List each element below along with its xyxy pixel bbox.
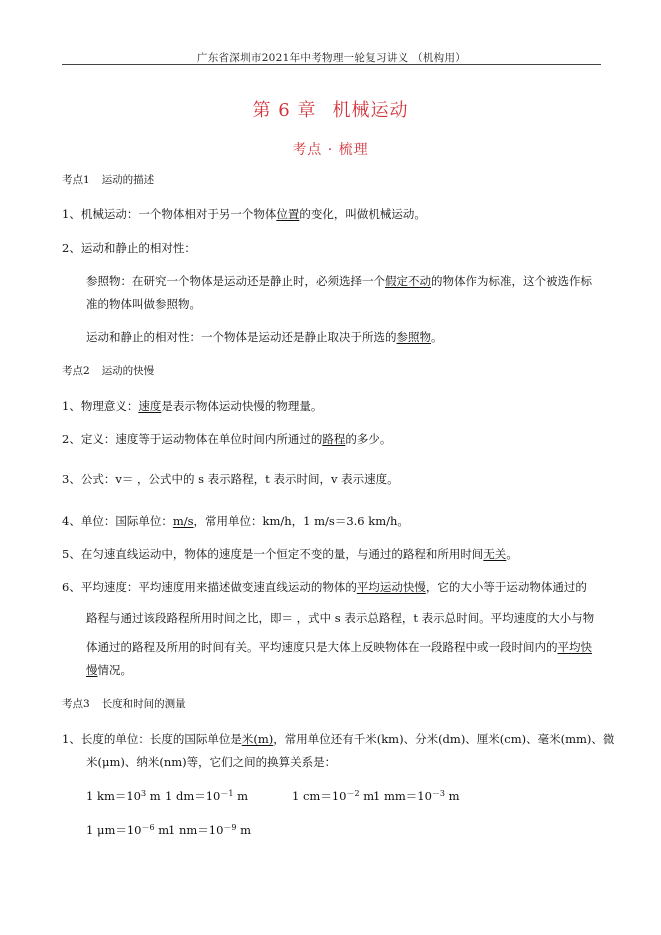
underlined-term: m/s [172,514,194,528]
relativity-paragraph [86,329,606,345]
topic-2-heading [62,363,607,379]
underlined-term: 路程 [322,432,346,446]
section-subtitle: 考点 · 梳理 [292,142,369,158]
header-rule [62,64,601,65]
topic-2-item-4 [62,513,607,529]
topic-1-item-2: 2、运动和静止的相对性： [62,241,196,255]
conversion-km: 1 $km=10^3$ m [86,789,161,803]
chapter-name: 机械运动 [332,100,409,121]
topic-3-heading [62,696,607,712]
text-run: 1、物理意义： [62,399,139,413]
reference-frame-paragraph-line-2: 准的物体叫做参照物。 [86,297,201,311]
text-run: 1、机械运动：一个物体相对于另一个物体 [62,207,277,221]
topic-2-item-6-line-2: 路程与通过该段路程所用时间之比，即＝ ，式中 s 表示总路程，t 表示总时间。平均速度的大小与物 [86,611,595,625]
text-run: 1、长度的单位：长度的国际单位是 [62,732,242,746]
topic-2-item-2 [62,431,607,447]
underlined-term: 平均运动快慢 [356,580,426,594]
unit-conversion-nm: 1 $nm=10^{-9}$ m [168,823,252,837]
text-run: 运动和静止的相对性：一个物体是运动还是静止取决于所选的 [86,330,397,344]
text-run: 参照物：在研究一个物体是运动还是静止时，必须选择一个 [86,274,385,288]
reference-frame-paragraph-line-1 [86,273,606,289]
topic-2-item-6-line-4 [86,662,631,678]
underlined-term: 参照物 [396,330,431,344]
underlined-term: 假定不动 [385,274,431,288]
topic-3-title: 长度和时间的测量 [101,698,186,710]
text-run: 是表示物体运动快慢的物理量。 [161,399,323,413]
topic-1-number: 考点1 [62,174,90,186]
chapter-number: 第 6 章 [252,100,317,121]
text-run: 的物体作为标准，这个被选作标 [431,274,592,288]
text-run: 5、在匀速直线运动中，物体的速度是一个恒定不变的量，与通过的路程和所用时间 [62,547,484,561]
topic-1-heading [62,172,607,188]
underlined-term: 米(m) [241,732,274,746]
unit-conversion-mm: 1 $mm=10^{-3}$ m [373,789,460,803]
topic-1-item-1 [62,206,607,222]
chapter-title [0,96,661,122]
text-run: 6、平均速度：平均速度用来描述做变速直线运动的物体的 [62,580,357,594]
text-run: ，它的大小等于运动物体通过的 [425,580,587,594]
text-run: 2、定义：速度等于运动物体在单位时间内所通过的 [62,432,323,446]
topic-2-item-5 [62,546,607,562]
topic-3-item-1-line-2: 米(μm)、纳米(nm)等，它们之间的换算关系是： [86,755,337,769]
topic-2-item-1 [62,398,607,414]
topic-3-item-1-line-1 [62,731,615,747]
text-run: 4、单位：国际单位： [62,514,173,528]
topic-1-title: 运动的描述 [101,174,155,186]
unit-conversion-um: 1 $\mu m=10^{-6}$ m [86,823,170,837]
text-run: 的变化，叫做机械运动。 [299,207,426,221]
text-run: 情况。 [97,663,132,677]
underlined-term: 无关 [483,547,507,561]
topic-2-number: 考点2 [62,365,90,377]
unit-conversion-cm: 1 $cm=10^{-2}$ m [292,789,375,803]
text-run: ，常用单位：km/h，1 m/s＝3.6 km/h。 [193,514,409,528]
topic-2-title: 运动的快慢 [101,365,155,377]
topic-2-item-6-line-1 [62,579,607,595]
text-run: 的多少。 [345,432,392,446]
underlined-term: 速度 [138,399,162,413]
underlined-term: 慢 [86,663,98,677]
topic-3-number: 考点3 [62,698,90,710]
text-run: 。 [506,547,518,561]
underlined-term: 平均快 [557,640,592,654]
page-header: 广东省深圳市2021年中考物理一轮复习讲义 （机构用） [196,52,467,64]
text-run: ，常用单位还有千米(km)、分米(dm)、厘米(cm)、毫米(mm)、微 [273,732,615,746]
topic-2-item-6-line-3 [86,639,631,655]
unit-conversion-dm: 1 $dm=10^{-1}$ m [165,789,249,803]
topic-2-item-3: 3、公式：v＝ ，公式中的 s 表示路程，t 表示时间，v 表示速度。 [62,472,399,486]
underlined-term: 位置 [276,207,300,221]
text-run: 。 [431,330,443,344]
text-run: 体通过的路程及所用的时间有关。平均速度只是大体上反映物体在一段路程中或一段时间内的 [86,640,558,654]
